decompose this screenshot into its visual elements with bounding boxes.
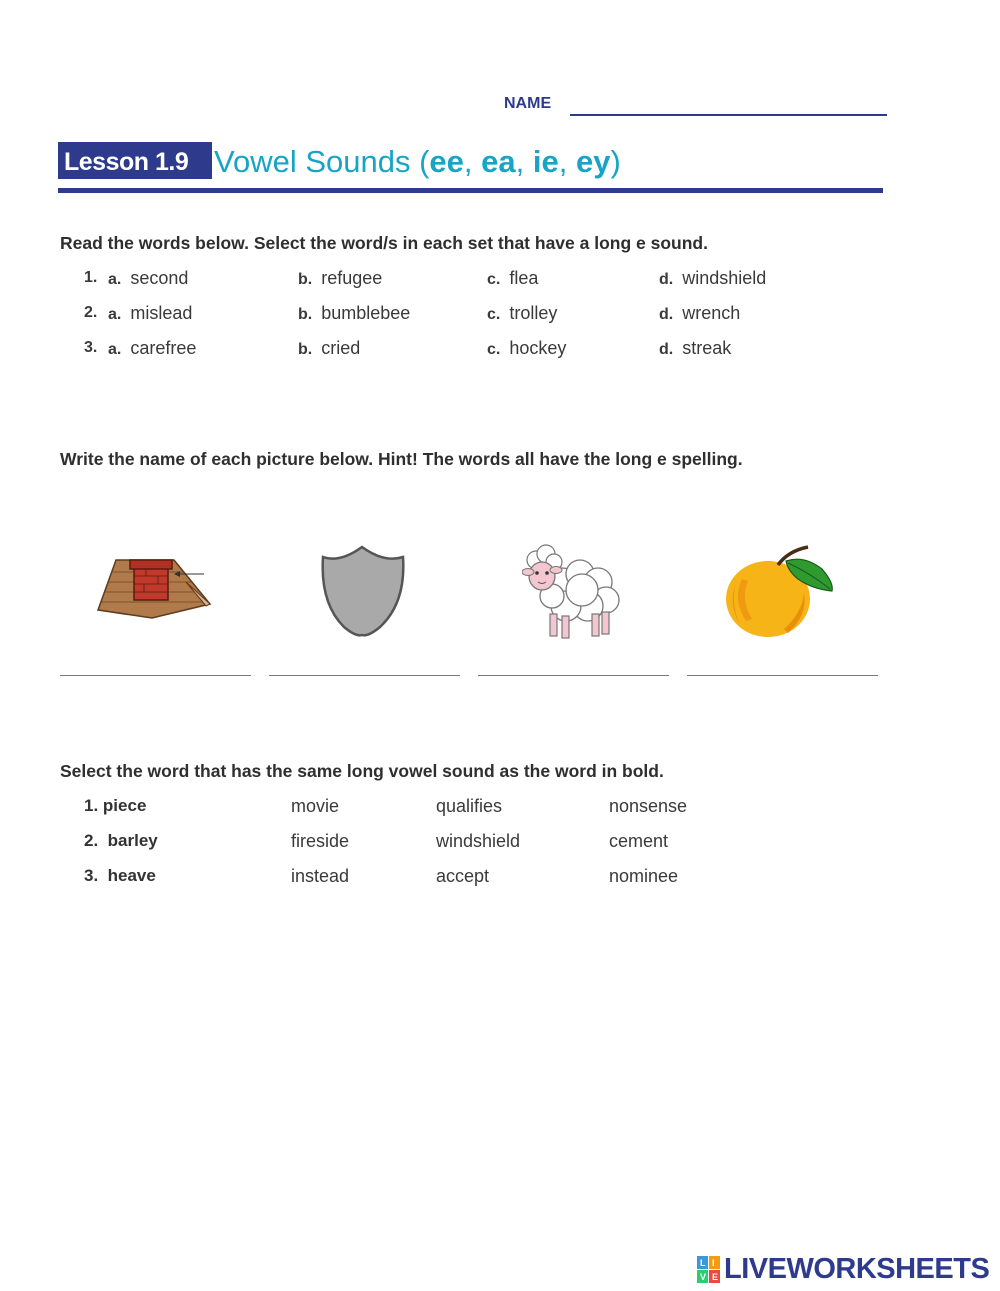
chimney-image — [96, 552, 216, 624]
option-d[interactable]: d. windshield — [659, 268, 767, 288]
lesson-badge: Lesson 1.9 — [58, 142, 212, 179]
part2-instruction: Write the name of each picture below. Hint! The words all have the long e spelling. — [60, 449, 743, 469]
option-c[interactable]: c. flea — [487, 268, 539, 288]
option-a[interactable]: a. mislead — [108, 303, 193, 323]
answer-line-4[interactable] — [687, 675, 878, 676]
choice-2[interactable]: qualifies — [436, 796, 503, 816]
question-number: 3. heave — [84, 866, 156, 885]
logo-letter-e: E — [712, 1272, 719, 1282]
choice-1[interactable]: instead — [291, 866, 350, 886]
option-c[interactable]: c. hockey — [487, 338, 567, 358]
row-number: 3. — [84, 339, 98, 356]
option-a[interactable]: a. second — [108, 268, 189, 288]
option-c[interactable]: c. trolley — [487, 303, 558, 323]
part1-instruction: Read the words below. Select the word/s in each set that have a long e sound. — [60, 233, 708, 253]
choice-3[interactable]: cement — [609, 831, 669, 851]
logo-letter-v: V — [700, 1272, 707, 1282]
logo-letter-i: I — [712, 1258, 715, 1268]
row-number: 1. — [84, 269, 98, 286]
option-d[interactable]: d. streak — [659, 338, 732, 358]
answer-line-2[interactable] — [269, 675, 460, 676]
option-b[interactable]: b. bumblebee — [298, 303, 411, 323]
question-number: 2. barley — [84, 831, 158, 850]
option-b[interactable]: b. cried — [298, 338, 361, 358]
choice-1[interactable]: movie — [291, 796, 340, 816]
option-b[interactable]: b. refugee — [298, 268, 383, 288]
liveworksheets-logo-icon — [697, 1256, 721, 1284]
choice-2[interactable]: accept — [436, 866, 490, 886]
logo-letter-l: L — [700, 1258, 706, 1268]
question-number: 1. piece — [84, 796, 147, 815]
row-number: 2. — [84, 304, 98, 321]
choice-2[interactable]: windshield — [436, 831, 521, 851]
answer-line-1[interactable] — [60, 675, 251, 676]
shield-image — [318, 543, 408, 639]
name-label: NAME — [504, 95, 552, 112]
option-d[interactable]: d. wrench — [659, 303, 741, 323]
name-input-line[interactable] — [570, 114, 887, 116]
choice-3[interactable]: nominee — [609, 866, 679, 886]
title-divider — [58, 188, 883, 193]
choice-3[interactable]: nonsense — [609, 796, 688, 816]
part3-instruction: Select the word that has the same long vowel sound as the word in bold. — [60, 761, 664, 781]
sheep-image — [522, 544, 622, 642]
answer-line-3[interactable] — [478, 675, 669, 676]
peach-image — [722, 543, 838, 641]
option-a[interactable]: a. carefree — [108, 338, 197, 358]
choice-1[interactable]: fireside — [291, 831, 350, 851]
page-title: Vowel Sounds (ee, ea, ie, ey) — [214, 144, 621, 179]
liveworksheets-logo-text: LIVEWORKSHEETS — [724, 1253, 990, 1285]
